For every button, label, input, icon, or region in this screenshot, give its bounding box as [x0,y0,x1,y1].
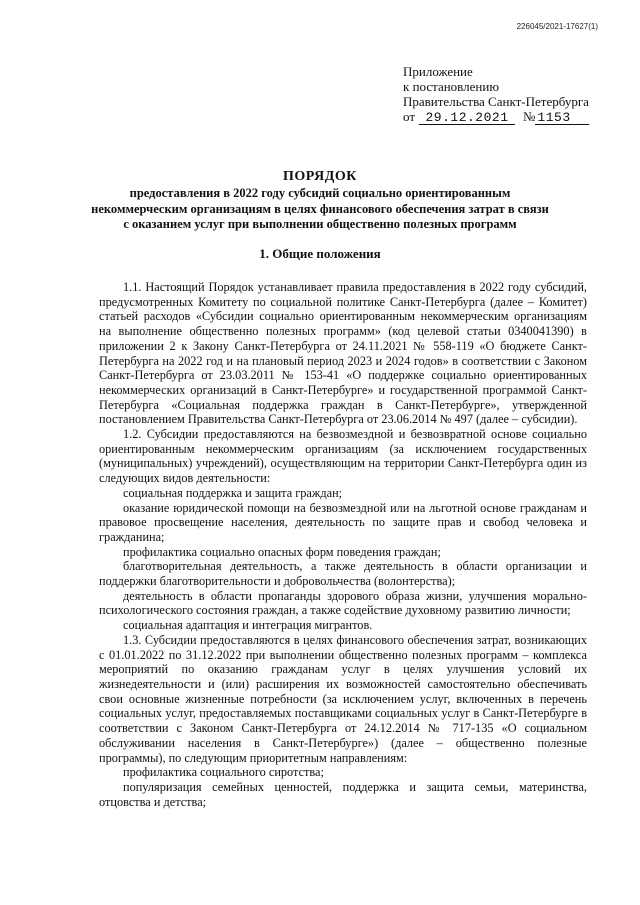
list-item: профилактика социального сиротства; [123,765,324,780]
appendix-date-line [403,109,589,125]
document-subtitle: предоставления в 2022 году субсидий социально ориентированным некоммерческим организациям в целях финансового обеспечения затрат в связи с оказанием услуг при выполнении общественно полезных программ [91,186,549,231]
list-item: деятельность в области пропаганды здорового образа жизни, улучшения морально-психологического состояния граждан, а также содействие духовному развитию личности; [99,588,587,618]
appendix-line-3: Правительства Санкт-Петербурга [403,94,589,109]
list-item: популяризация семейных ценностей, поддержка и защита семьи, материнства, отцовства и детства; [99,779,587,809]
paragraph-1-2: 1.2. Субсидии предоставляются на безвозмездной и безвозвратной основе социально ориентированным некоммерческим организациям (за исключением государственных (муниципальных) учреждений), осуществляющим на территории Санкт-Петербурга один из следующих видов деятельности: [99,427,587,486]
list-item: социальная адаптация и интеграция мигрантов. [123,618,373,633]
number-value: 1153 [535,111,589,125]
list-item: социальная поддержка и защита граждан; [123,485,343,500]
list-item: профилактика социально опасных форм поведения граждан; [123,544,441,559]
document-title: ПОРЯДОК [283,169,357,184]
appendix-block [403,64,589,125]
section-heading: 1. Общие положения [259,246,381,261]
paragraph-1-3: 1.3. Субсидии предоставляются в целях финансового обеспечения затрат, возникающих с 01.01.2022 по 31.12.2022 при выполнении общественно полезных программ – комплекса мероприятий по оказанию гражданам услуг в целях улучшения условий их жизнедеятельности и (или) расширения их возможностей самостоятельно обеспечивать свои основные жизненные потребности (за исключением услуг, включенных в перечень социальных услуг, предоставляемых поставщиками социальных услуг в Санкт-Петербурге в соответствии с Законом Санкт-Петербурга от 24.12.2014 № 717-135 «О социальном обслуживании населения в Санкт-Петербурге») (далее – общественно полезные программы), по следующим приоритетным направлениям: [99,632,587,765]
appendix-line-1: Приложение [403,64,473,79]
paragraph-1-1: 1.1. Настоящий Порядок устанавливает правила предоставления в 2022 году субсидий, предусмотренных Комитету по социальной политике Санкт-Петербурга (далее – Комитет) статьей расходов «Субсидии социально ориентированным некоммерческим организациям на выполнение общественно полезных программ» (код целевой статьи 0340041390) в приложении 2 к Закону Санкт-Петербурга от 24.11.2021 № 558-119 «О бюджете Санкт-Петербурга на 2022 год и на плановый период 2023 и 2024 годов» в соответствии с Законом Санкт-Петербурга от 23.03.2011 № 153-41 «О поддержке социально ориентированных некоммерческих организаций в Санкт-Петербурге» и государственной программой Санкт-Петербурга «Социальная поддержка граждан в Санкт-Петербурге», утвержденной постановлением Правительства Санкт-Петербурга от 23.06.2014 № 497 (далее – субсидии). [99,280,587,427]
list-item: благотворительная деятельность, а также деятельность в области организации и поддержки благотворительности и добровольчества (волонтерства); [99,559,587,589]
number-label: № [523,109,536,124]
list-item: оказание юридической помощи на безвозмездной или на льготной основе гражданам и правовое просвещение населения, деятельность по защите прав и свобод человека и гражданина; [99,500,587,544]
document-id: 226045/2021-17627(1) [516,22,598,31]
date-prefix: от [403,109,416,124]
document-body [99,280,587,809]
appendix-line-2: к постановлению [403,79,500,94]
date-value: 29.12.2021 [419,111,515,125]
